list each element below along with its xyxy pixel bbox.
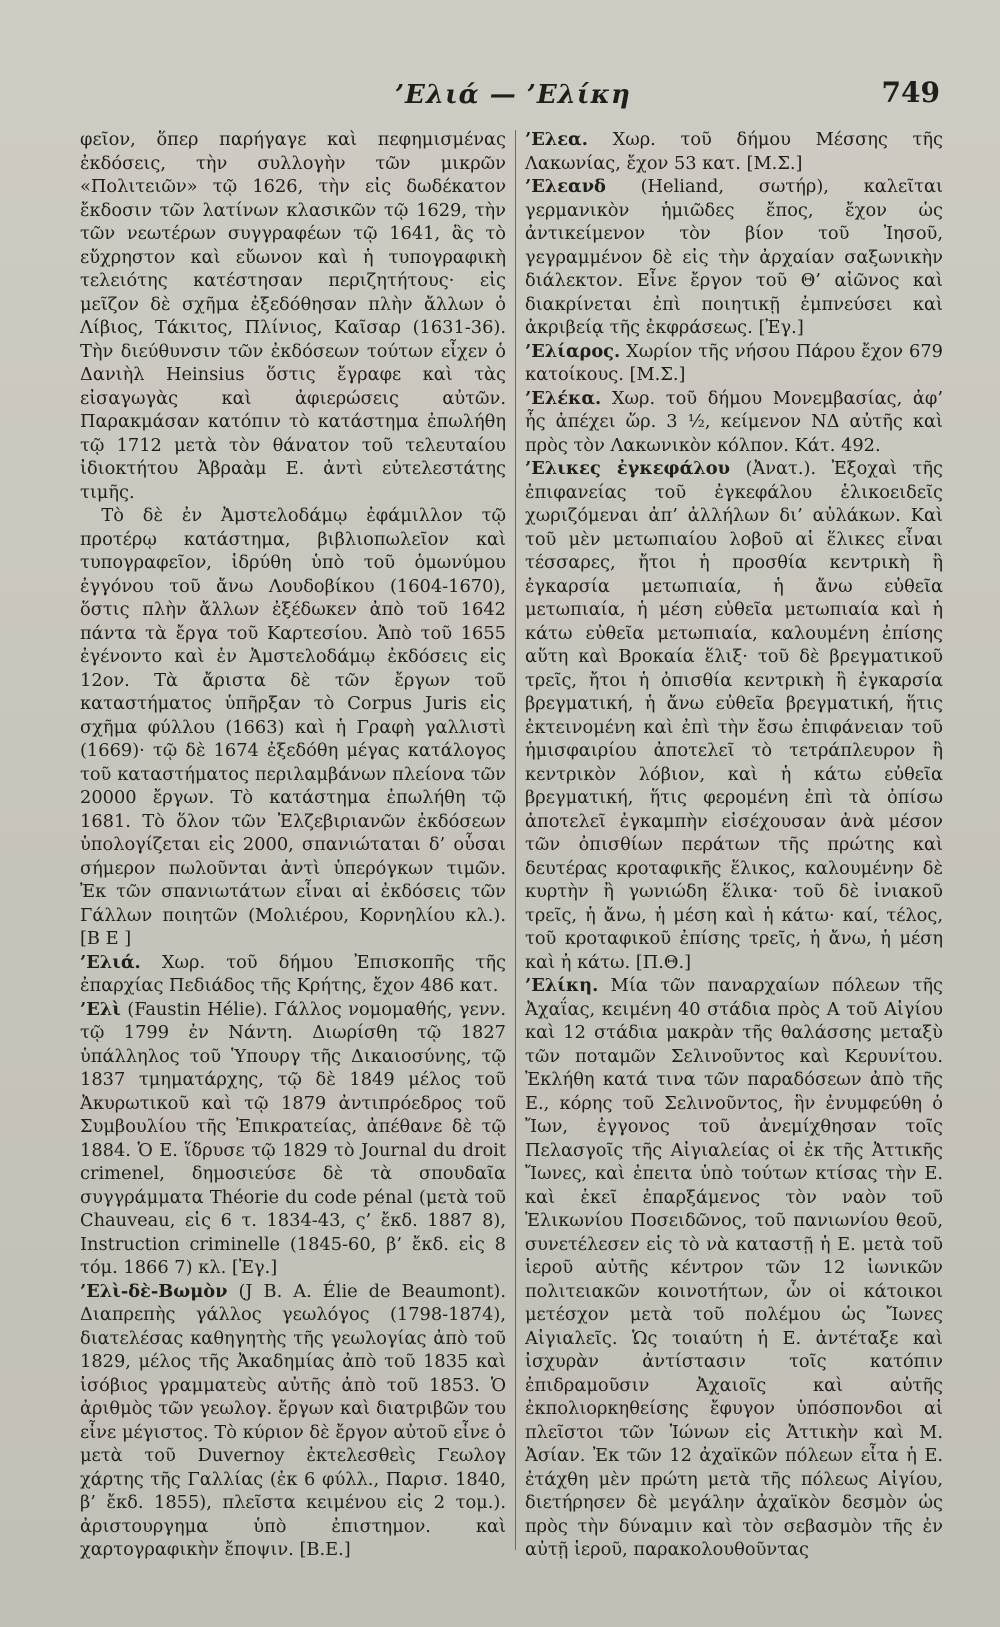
page-header — [80, 76, 940, 120]
dictionary-entry — [80, 504, 506, 951]
entry-text: Χωρ. τοῦ δήμου Ἐπισκοπῆς τῆς ἐπαρχίας Πεδιάδος τῆς Κρήτης, ἔχον 486 κατ. — [80, 951, 506, 996]
entry-text: (Faustin Hélie). Γάλλος νομομαθής, γενν. τῷ 1799 ἐν Νάντη. Διωρίσθη τῷ 1827 ὑπάλληλος τοῦ Ὑπουργ τῆς Δικαιοσύνης, τῷ 1837 τμηματάρχης, τῷ δὲ 1849 μέλος τοῦ Ἀκυρωτικοῦ καὶ τῷ 1879 ἀντιπρόεδρος τοῦ Συμβουλίου τῆς Ἐπικρατείας, ἀπέθανε δὲ τῷ 1884. Ὁ Ε. ἵδρυσε τῷ 1829 τὸ Journal du droit crimenel, δημοσιεύσε δὲ τὰ σπουδαῖα συγγράμματα Théorie du code pénal (μετὰ τοῦ Chauveau, εἰς 6 τ. 1834-43, ς’ ἔκδ. 1887 8), Instruction criminelle (1845-60, β’ ἔκδ. εἰς 8 τόμ. 1866 7) κλ. [Ἐγ.] — [80, 998, 506, 1278]
entry-headword: ’Ελίκη. — [525, 975, 599, 996]
dictionary-entry — [525, 175, 943, 340]
entry-headword: ’Ελεα. — [525, 129, 588, 150]
entry-headword: ’Ελὶ — [80, 998, 121, 1020]
dictionary-entry — [80, 951, 506, 998]
dictionary-entry — [525, 974, 943, 1562]
dictionary-entry — [80, 128, 506, 504]
entry-text: (Ἀνατ.). Ἐξοχαὶ τῆς ἐπιφανείας τοῦ ἐγκεφάλου ἑλικοειδεῖς χωριζόμεναι ἀπ’ ἀλλήλων δι’ αὐλάκων. Καὶ τοῦ μὲν μετωπιαίου λοβοῦ αἱ ἕλικες εἶναι τέσσαρες, ἤτοι ἡ προσθία κεντρικὴ ἢ ἐγκαρσία μετωπιαία, ἡ ἄνω εὐθεῖα μετωπιαία, ἡ μέση εὐθεῖα μετωπιαία καὶ ἡ κάτω εὐθεῖα μετωπιαία, καλουμένη ἐπίσης αὕτη καὶ Βροκαία ἕλιξ· τοῦ δὲ βρεγματικοῦ τρεῖς, ἤτοι ἡ ὀπισθία κεντρικὴ ἢ ἐγκαρσία βρεγματική, ἡ ἄνω εὐθεῖα βρεγματική, ἥτις ἐκτεινομένη καὶ ἐπὶ τὴν ἔσω ἐπιφάνειαν τοῦ ἡμισφαιρίου ἀποτελεῖ τὸ τετράπλευρον ἢ κεντρικὸν λόβιον, καὶ ἡ κάτω εὐθεῖα βρεγματική, ἥτις φερομένη ἐπὶ τὰ ὀπίσω ἀποτελεῖ ἐγκαμπὴν εἰσέχουσαν ἀνὰ μέσον τῶν ὀπισθίων περάτων τῆς πρώτης καὶ δευτέρας κροταφικῆς ἕλικος, καλουμένην δὲ κυρτὴν ἢ γωνιώδη ἕλικα· τοῦ δὲ ἰνιακοῦ τρεῖς, ἡ ἄνω, ἡ μέση καὶ ἡ κάτω· καί, τέλος, τοῦ κροταφικοῦ ἐπίσης τρεῖς, ἡ ἄνω, ἡ μέση καὶ ἡ κάτω. [Π.Θ.] — [525, 458, 944, 973]
dictionary-entry — [525, 128, 943, 175]
dictionary-entry — [525, 387, 943, 458]
entry-text: φεῖον, ὅπερ παρήγαγε καὶ πεφημισμένας ἐκδόσεις, τὴν συλλογὴν τῶν μικρῶν «Πολιτειῶν» τῷ 1626, τὴν εἰς δωδέκατον ἔκδοσιν τῶν λατίνων κλασικῶν τῷ 1629, τὴν τῶν νεωτέρων συγγραφέων τῷ 1641, ἃς τὸ εὔχρηστον καὶ εὔωνον καὶ ἡ τυπογραφικὴ τελειότης κατέστησαν περιζητήτους· εἰς μεῖζον δὲ σχῆμα ἐξεδόθησαν πλὴν ἄλλων ὁ Λίβιος, Τάκιτος, Πλίνιος, Καῖσαρ (1631-36). Τὴν διεύθυνσιν τῶν ἐκδόσεων τούτων εἶχεν ὁ Δανιὴλ Heinsius ὅστις ἔγραφε καὶ τὰς εἰσαγωγὰς καὶ ἀφιερώσεις αὐτῶν. Παρακμάσαν κατόπιν τὸ κατάστημα ἐπωλήθη τῷ 1712 μετὰ τὸν θάνατον τοῦ τελευταίου ἰδιοκτήτου Ἀβραὰμ Ε. ἀντὶ εὐτελεστάτης τιμῆς. — [80, 129, 506, 503]
dictionary-entry — [80, 998, 506, 1280]
entry-text: Χωρ. τοῦ δήμου Μονεμβασίας, ἀφ’ ἧς ἀπέχει ὥρ. 3 ½, κείμενον ΝΔ αὐτῆς καὶ πρὸς τὸν Λακωνικὸν κόλπον. Κάτ. 492. — [525, 387, 943, 456]
entry-text: Χωρίον τῆς νήσου Πάρου ἔχον 679 κατοίκους. [Μ.Σ.] — [525, 340, 943, 385]
right-column — [525, 128, 943, 1562]
dictionary-entry — [525, 340, 943, 387]
entry-text: Μία τῶν παναρχαίων πόλεων τῆς Ἀχαΐας, κειμένη 40 στάδια πρὸς Α τοῦ Αἰγίου καὶ 12 στάδια μακρὰν τῆς θαλάσσης μεταξὺ τῶν ποταμῶν Σελινοῦντος καὶ Κερυνίτου. Ἐκλήθη κατά τινα τῶν παραδόσεων ἀπὸ τῆς Ε., κόρης τοῦ Σελινοῦντος, ἣν ἐνυμφεύθη ὁ Ἴων, ἐγγονος τοῦ ἀνεμίχθησαν τοῖς Πελασγοῖς τῆς Αἰγιαλείας οἱ ἐκ τῆς Ἀττικῆς Ἴωνες, καὶ ἐπειτα ὑπὸ τούτων κτίσας τὴν Ε. καὶ ἐκεῖ ἐπαρξάμενος τὸν ναὸν τοῦ Ἑλικωνίου Ποσειδῶνος, τοῦ πανιωνίου θεοῦ, συνετέλεσεν εἰς τὸ νὰ καταστῇ ἡ Ε. μετὰ τοῦ ἱεροῦ αὐτῆς κέντρον τῶν 12 ἰωνικῶν πολιτειακῶν κοινοτήτων, ὧν οἱ κάτοικοι μετέσχον μετὰ τοῦ πολέμου ὡς Ἴωνες Αἰγιαλεῖς. Ὡς τοιαύτη ἡ Ε. ἀντέταξε καὶ ἰσχυρὰν ἀντίστασιν τοῖς κατόπιν ἐπιδραμοῦσιν Ἀχαιοῖς καὶ αὐτῆς ἐκπολιορκηθείσης ἔφυγον ὑπόσπονδοι αἱ πλεῖστοι τῶν Ἰώνων εἰς Ἀττικὴν καὶ Μ. Ἀσίαν. Ἐκ τῶν 12 ἀχαϊκῶν πόλεων εἶτα ἡ Ε. ἐτάχθη μὲν πρώτη μετὰ τῆς πόλεως Αἰγίου, διετήρησεν δὲ μεγάλην ἀχαϊκὸν δεσμὸν ὡς πρὸς τὴν δύναμιν καὶ τὸν σεβασμὸν τῆς ἐν αὐτῇ ἱεροῦ, παρακολουθοῦντας — [525, 975, 943, 1560]
column-divider — [515, 130, 516, 1550]
entry-text: Τὸ δὲ ἐν Ἀμστελοδάμῳ ἐφάμιλλον τῷ προτέρῳ κατάστημα, βιβλιοπωλεῖον καὶ τυπογραφεῖον, ἱδρύθη ὑπὸ τοῦ ὁμωνύμου ἐγγόνου τοῦ ἄνω Λουδοβίκου (1604-1670), ὅστις πλὴν ἄλλων ἐξέδωκεν ἀπὸ τοῦ 1642 πάντα τὰ ἔργα τοῦ Καρτεσίου. Ἀπὸ τοῦ 1655 ἐγένοντο καὶ ἐν Ἀμστελοδάμῳ ἐκδόσεις εἰς 12ον. Τὰ ἄριστα δὲ τῶν ἔργων τοῦ καταστήματος ὑπῆρξαν τὸ Corpus Juris εἰς σχῆμα φύλλου (1663) καὶ ἡ Γραφὴ γαλλιστὶ (1669)· τῷ δὲ 1674 ἐξεδόθη μέγας κατάλογος τοῦ καταστήματος περιλαμβάνων πλείονα τῶν 20000 ἔργων. Τὸ κατάστημα ἐπωλήθη τῷ 1681. Τὸ ὅλον τῶν Ἐλζεβιριανῶν ἐκδόσεων ὑπολογίζεται εἰς 2000, σπανιώταται δ’ οὗσαι σήμερον πωλοῦνται ἀντὶ ὑπερόγκων τιμῶν. Ἐκ τῶν σπανιωτάτων εἶναι αἱ ἐκδόσεις τῶν Γάλλων ποιητῶν (Μολιέρου, Κορνηλίου κλ.). [Β Ε ] — [80, 505, 506, 949]
dictionary-entry — [525, 457, 943, 974]
entry-text: (J B. A. Élie de Beaumont). Διαπρεπὴς γάλλος γεωλόγος (1798-1874), διατελέσας καθηγητὴς τῆς γεωλογίας ἀπὸ τοῦ 1829, μέλος τῆς Ἀκαδημίας ἀπὸ τοῦ 1835 καὶ ἰσόβιος γραμματεὺς αὐτῆς ἀπὸ τοῦ 1853. Ὁ ἀριθμὸς τῶν γεωλογ. ἔργων καὶ διατριβῶν του εἶνε μέγιστος. Τὸ κύριον δὲ ἔργον αὐτοῦ εἶνε ὁ μετὰ τοῦ Duvernoy ἐκτελεσθεὶς Γεωλογ χάρτης τῆς Γαλλίας (ἐκ 6 φύλλ., Παρισ. 1840, β’ ἔκδ. 1855), πλεῖστα κειμένου εἰς 2 τομ.). ἀριστουργημα ὑπὸ ἐπιστημον. καὶ χαρτογραφικὴν ἔποψιν. [Β.Ε.] — [80, 1280, 506, 1560]
entry-headword: ’Ελὶ-δὲ-Βωμὸν — [80, 1280, 228, 1302]
page-number: 749 — [881, 76, 940, 109]
entry-headword: ’Ελίαρος. — [525, 340, 621, 362]
dictionary-entry — [80, 1280, 506, 1562]
entry-headword: ’Ελέκα. — [525, 387, 602, 409]
entry-headword: ’Ελιά. — [80, 951, 141, 973]
entry-text: (Heliand, σωτήρ), καλεῖται γερμανικὸν ἡμιῶδες ἔπος, ἔχον ὡς ἀντικείμενον τὸν βίον τοῦ Ἰησοῦ, γεγραμμένον δὲ εἰς τὴν ἀρχαίαν σαξωνικὴν διάλεκτον. Εἶνε ἔργον τοῦ Θ’ αἰῶνος καὶ διακρίνεται ἐπὶ ποιητικῇ ἐμπνεύσει καὶ ἀκριβείᾳ τῆς ἐκφράσεως. [Ἐγ.] — [525, 176, 943, 338]
running-title: ’Ελιά — ’Ελίκη — [395, 80, 631, 110]
entry-headword: ’Ελικες ἐγκεφάλου — [525, 458, 730, 479]
entry-text: Χωρ. τοῦ δήμου Μέσσης τῆς Λακωνίας, ἔχον 53 κατ. [Μ.Σ.] — [525, 129, 943, 174]
left-column — [80, 128, 506, 1562]
entry-headword: ’Ελεανδ — [525, 176, 606, 197]
